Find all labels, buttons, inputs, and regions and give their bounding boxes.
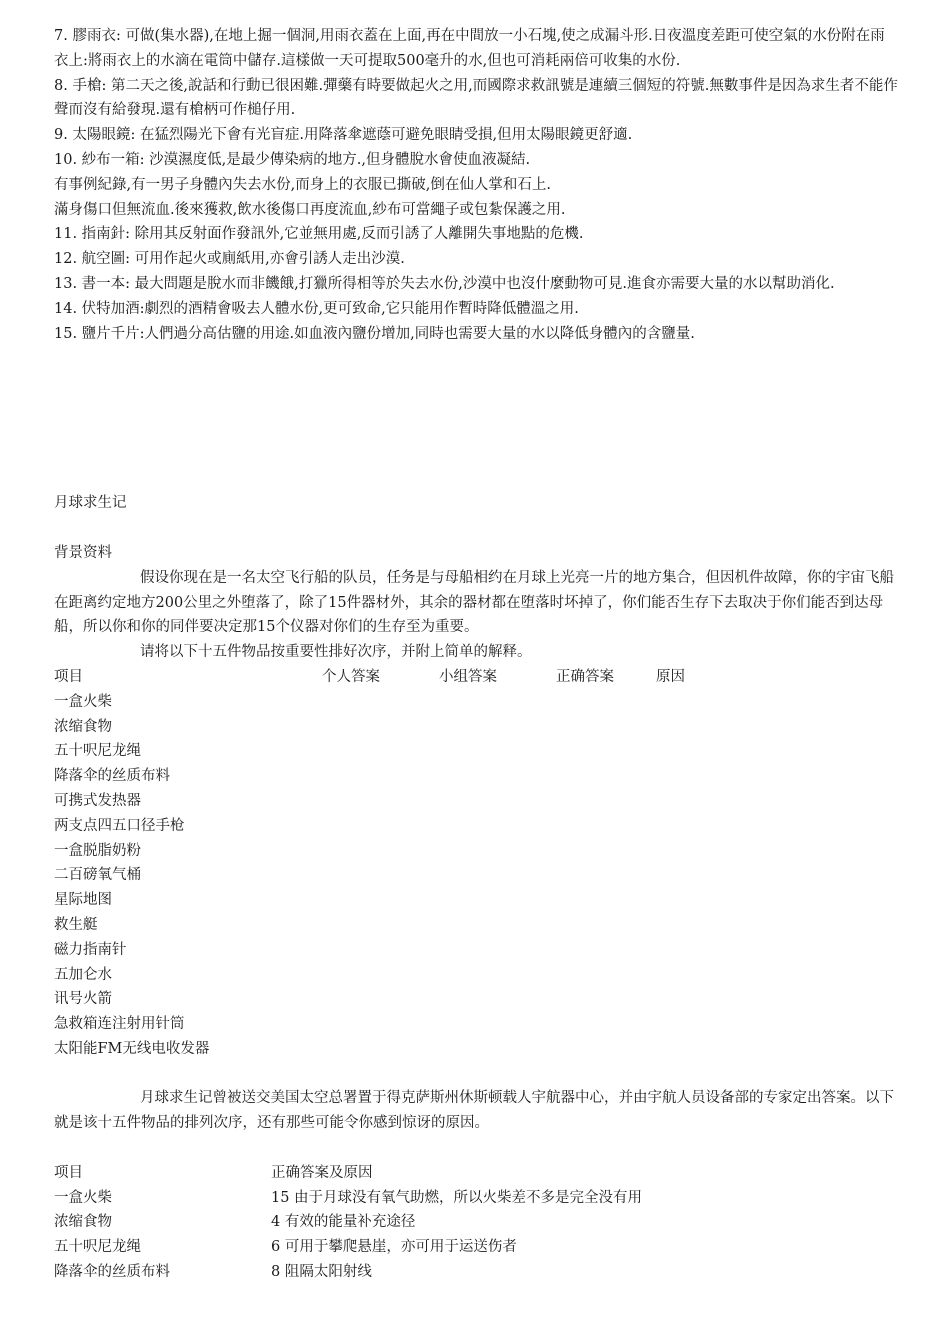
answer-table-header	[54, 1161, 899, 1186]
desert-item-13: 13. 書一本: 最大問題是脫水而非饑餓,打獵所得相等於失去水份,沙漠中也沒什麼動物可見.進食亦需要大量的水以幫助消化.	[54, 275, 835, 292]
document-page	[54, 24, 899, 1285]
list-item: 可携式发热器	[54, 792, 141, 809]
answer-header-answer: 正确答案及原因	[271, 1164, 373, 1181]
spacer	[54, 346, 899, 491]
list-item: 讯号火箭	[54, 991, 112, 1008]
header-item: 项目	[54, 668, 83, 685]
desert-item-8: 8. 手槍: 第二天之後,說話和行動已很困難.彈藥有時要做起火之用,而國際求救訊號是連續三個短的符號.無數事件是因為求生者不能作聲而沒有給發現.還有槍柄可作槌仔用.	[54, 77, 898, 119]
answer-text: 4 有效的能量补充途径	[271, 1214, 416, 1231]
table-row	[54, 1260, 899, 1285]
list-item: 太阳能FM无线电收发器	[54, 1040, 210, 1057]
list-item: 救生艇	[54, 916, 98, 933]
desert-item-10-note-1: 有事例紀錄,有一男子身體內失去水份,而身上的衣服已撕破,倒在仙人掌和石上.	[54, 176, 551, 193]
answer-text: 6 可用于攀爬悬崖，亦可用于运送伤者	[271, 1239, 517, 1256]
header-correct: 正确答案	[556, 668, 614, 685]
moon-item-list	[54, 690, 899, 1062]
list-item: 降落伞的丝质布料	[54, 768, 170, 785]
header-individual: 个人答案	[322, 668, 380, 685]
table-row	[54, 1186, 899, 1211]
desert-item-10-note-2: 滿身傷口但無流血.後來獲救,飲水後傷口再度流血,紗布可當繩子或包紮保護之用.	[54, 201, 566, 218]
list-item: 五加仑水	[54, 966, 112, 983]
answer-item: 降落伞的丝质布料	[54, 1264, 170, 1281]
list-item: 五十呎尼龙绳	[54, 743, 141, 760]
list-item: 二百磅氧气桶	[54, 867, 141, 884]
background-heading: 背景资料	[54, 544, 112, 561]
ranking-table-header	[54, 665, 899, 690]
header-reason: 原因	[656, 668, 685, 685]
list-item: 磁力指南针	[54, 941, 127, 958]
instruction-text: 请将以下十五件物品按重要性排好次序，并附上简单的解释。	[140, 644, 532, 661]
desert-item-10: 10. 紗布一箱: 沙漠濕度低,是最少傳染病的地方.,但身體脫水會使血液凝結.	[54, 151, 531, 168]
desert-item-15: 15. 鹽片千片:人們過分高估鹽的用途.如血液內鹽份增加,同時也需要大量的水以降低身體內的含鹽量.	[54, 325, 695, 342]
answer-item: 一盒火柴	[54, 1189, 112, 1206]
answer-intro: 月球求生记曾被送交美国太空总署置于得克萨斯州休斯顿载人宇航器中心，并由宇航人员设备部的专家定出答案。以下就是该十五件物品的排列次序，还有那些可能令你感到惊讶的原因。	[54, 1090, 894, 1132]
answer-text: 8 阻隔太阳射线	[271, 1264, 372, 1281]
spacer	[54, 1136, 899, 1161]
list-item: 星际地图	[54, 892, 112, 909]
moon-title: 月球求生记	[54, 495, 127, 512]
table-row	[54, 1235, 899, 1260]
answer-text: 15 由于月球没有氧气助燃，所以火柴差不多是完全没有用	[271, 1189, 643, 1206]
spacer	[54, 1062, 899, 1087]
answer-header-item: 项目	[54, 1164, 83, 1181]
desert-item-9: 9. 太陽眼鏡: 在猛烈陽光下會有光盲症.用降落傘遮蔭可避免眼睛受損,但用太陽眼鏡更舒適.	[54, 127, 633, 144]
table-row	[54, 1210, 899, 1235]
header-group: 小组答案	[439, 668, 497, 685]
background-text: 假设你现在是一名太空飞行船的队员，任务是与母船相约在月球上光亮一片的地方集合，但因机件故障，你的宇宙飞船在距离约定地方200公里之外堕落了，除了15件器材外，其余的器材都在堕落时坏掉了，你们能否生存下去取决于你们能否到达母船，所以你和你的同伴要决定那15个仪器对你们的生存至为重要。	[54, 569, 894, 636]
answer-item: 五十呎尼龙绳	[54, 1239, 141, 1256]
spacer	[54, 516, 899, 541]
list-item: 两支点四五口径手枪	[54, 817, 185, 834]
desert-item-14: 14. 伏特加酒:劇烈的酒精會吸去人體水份,更可致命,它只能用作暫時降低體溫之用.	[54, 300, 579, 317]
list-item: 浓缩食物	[54, 718, 112, 735]
list-item: 一盒脱脂奶粉	[54, 842, 141, 859]
answer-item: 浓缩食物	[54, 1214, 112, 1231]
desert-item-12: 12. 航空圖: 可用作起火或廁紙用,亦會引誘人走出沙漠.	[54, 251, 405, 268]
desert-item-11: 11. 指南針: 除用其反射面作發訊外,它並無用處,反而引誘了人離開失事地點的危機.	[54, 226, 584, 243]
desert-item-7: 7. 膠雨衣: 可做(集水器),在地上掘一個洞,用雨衣蓋在上面,再在中間放一小石塊,使之成漏斗形.日夜溫度差距可使空氣的水份附在雨衣上:將雨衣上的水滴在電筒中儲存.這樣做一天可提取500毫升的水,但也可消耗兩倍可收集的水份.	[54, 28, 885, 69]
list-item: 一盒火柴	[54, 693, 112, 710]
desert-survival-items	[54, 24, 899, 346]
list-item: 急救箱连注射用针筒	[54, 1016, 185, 1033]
